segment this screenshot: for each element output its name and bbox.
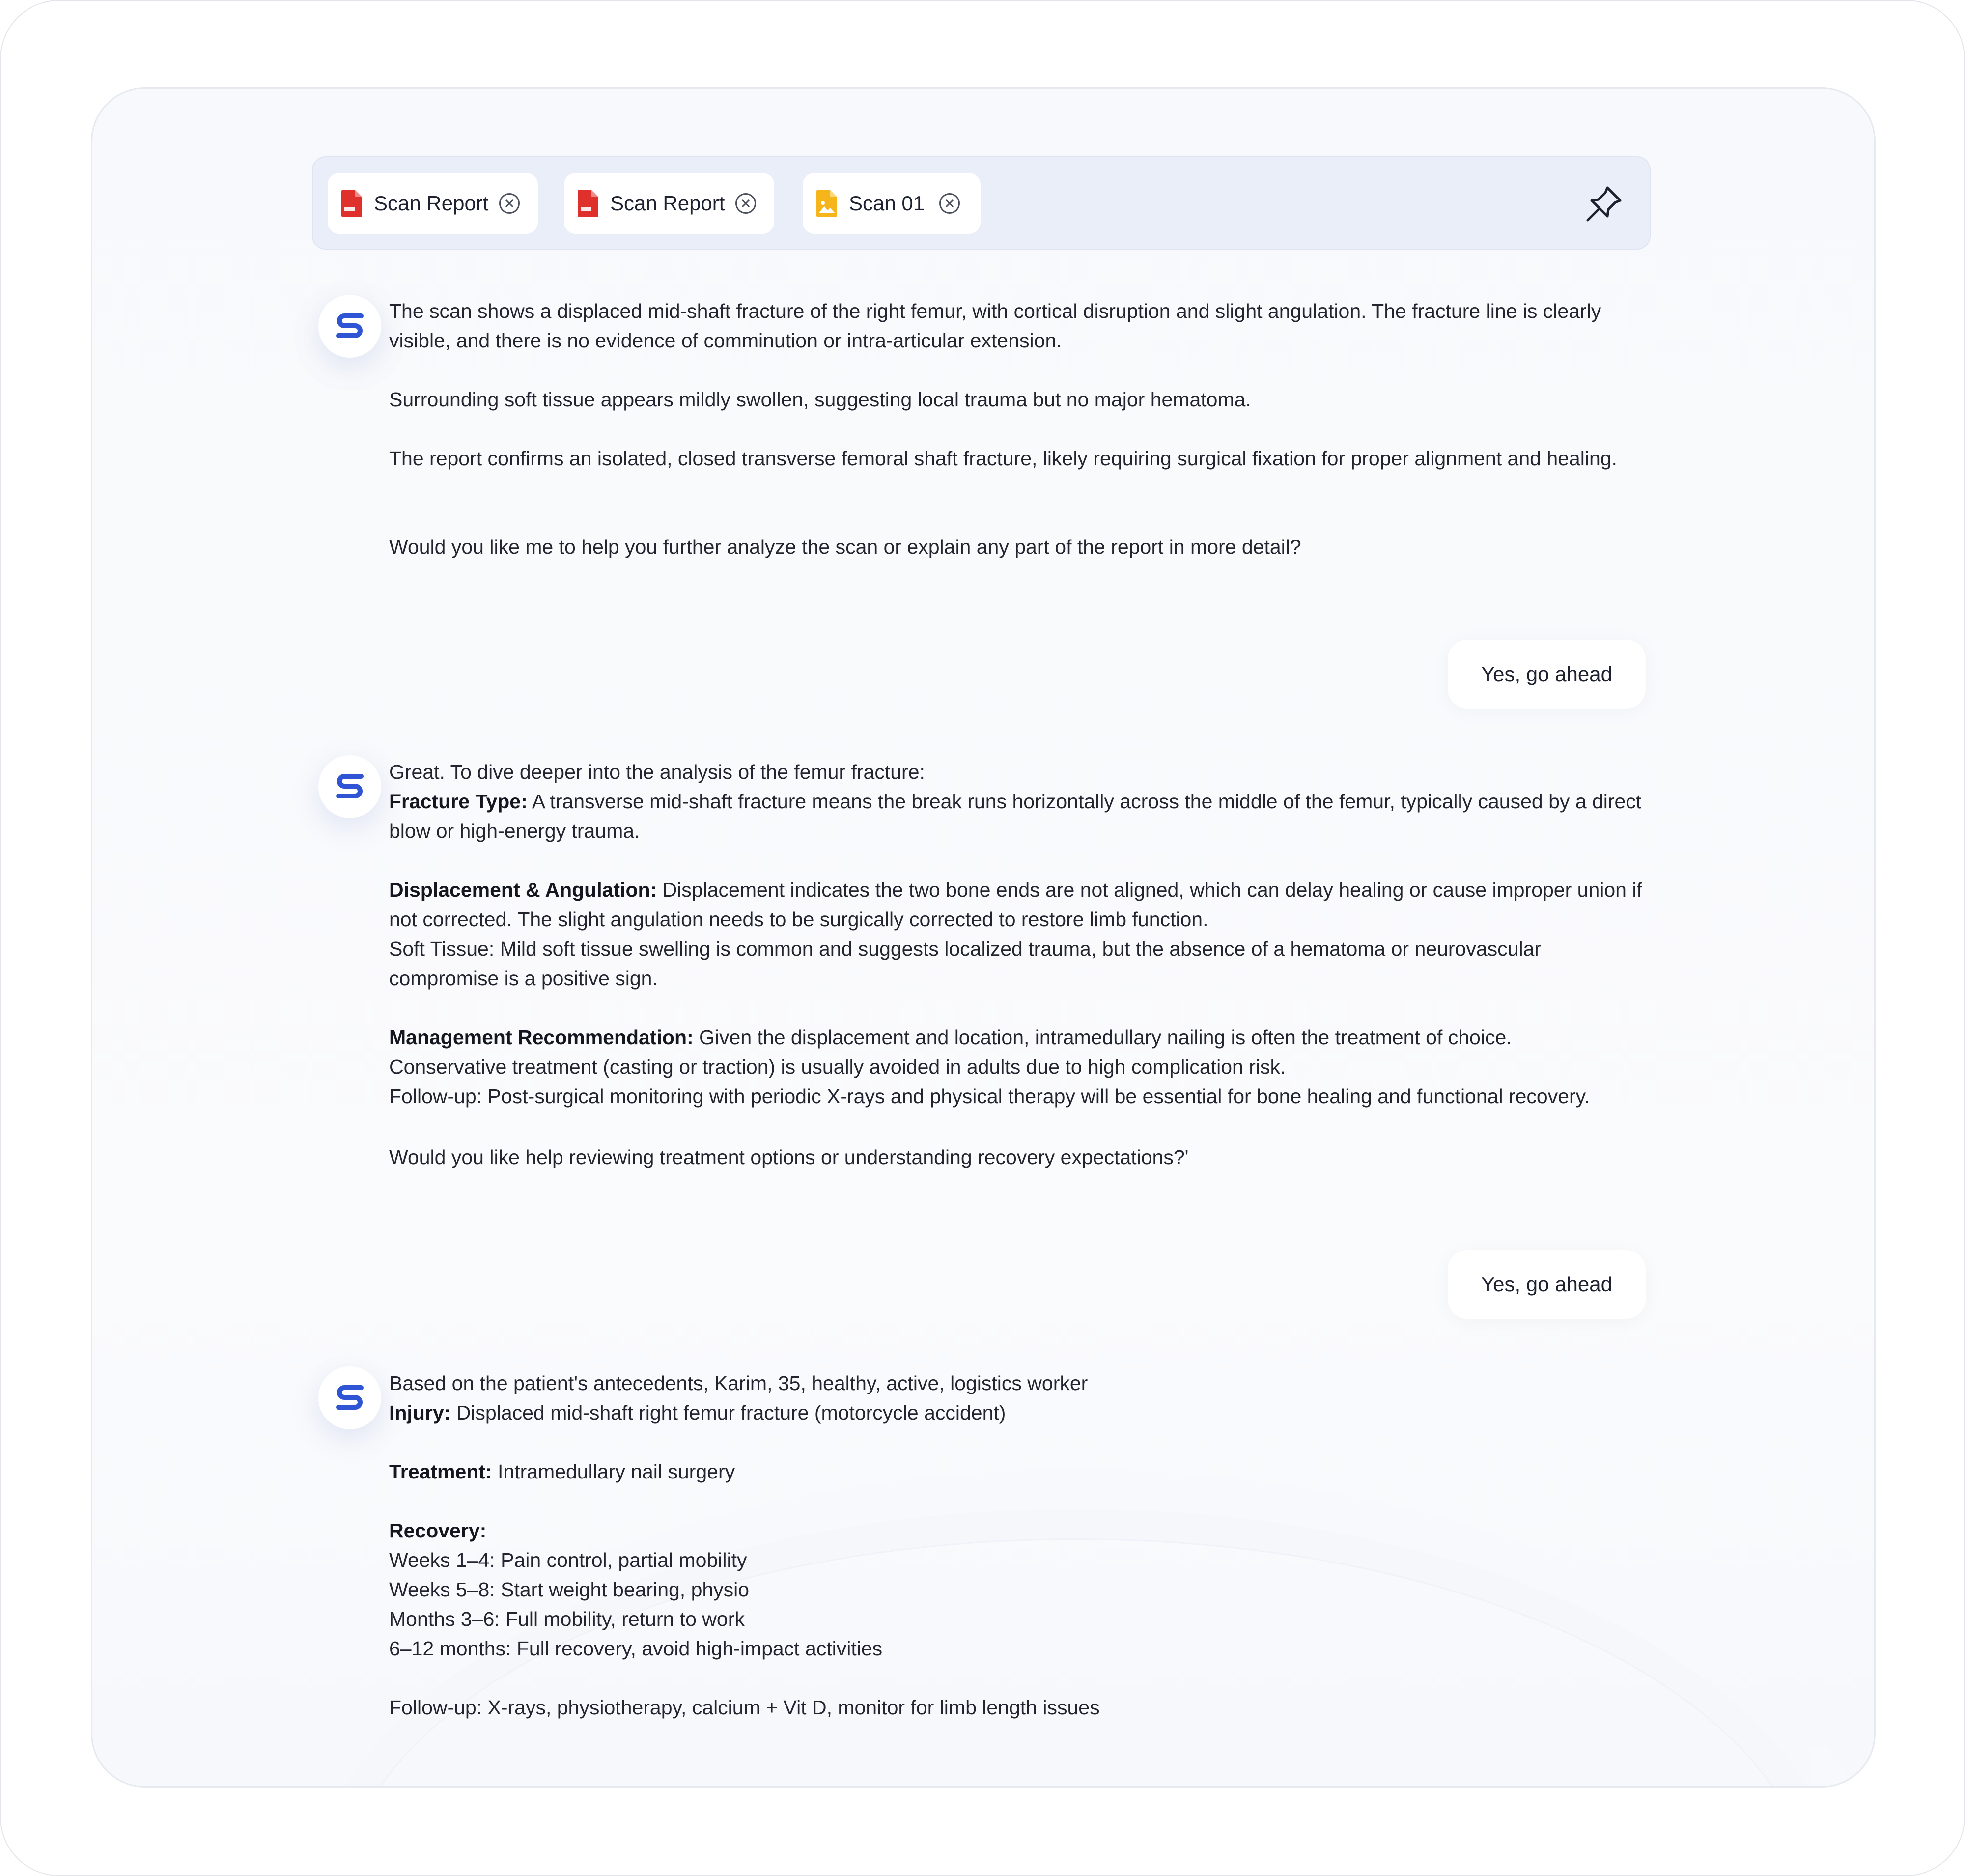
user-message-text: Yes, go ahead (1481, 662, 1612, 685)
close-icon[interactable] (499, 193, 520, 214)
message-paragraph: Surrounding soft tissue appears mildly swollen, suggesting local trauma but no major hematoma. (389, 388, 1251, 411)
message-question: Would you like me to help you further analyze the scan or explain any part of the report in more detail? (389, 536, 1301, 558)
user-message-1 (1448, 640, 1646, 709)
message-paragraph: The report confirms an isolated, closed transverse femoral shaft fracture, likely requiring surgical fixation for proper alignment and healing. (389, 447, 1617, 470)
section-label: Management Recommendation: (389, 1026, 694, 1049)
section-label: Fracture Type: (389, 790, 528, 813)
section-text: Given the displacement and location, intramedullary nailing is often the treatment of choice. (693, 1026, 1512, 1049)
message-paragraph: Follow-up: X-rays, physiotherapy, calcium + Vit D, monitor for limb length issues (389, 1696, 1100, 1719)
assistant-avatar (318, 295, 381, 358)
message-paragraph: Conservative treatment (casting or traction) is usually avoided in adults due to high complication risk. (389, 1055, 1286, 1078)
pin-icon[interactable] (1583, 183, 1625, 225)
attachment-name: Scan 01 (849, 192, 925, 215)
section-label: Injury: (389, 1401, 451, 1424)
assistant-avatar (318, 1366, 381, 1429)
close-icon[interactable] (735, 193, 756, 214)
message-paragraph (389, 1516, 1647, 1545)
user-message-text: Yes, go ahead (1481, 1273, 1612, 1296)
image-file-icon (815, 189, 838, 218)
message-paragraph (389, 787, 1647, 846)
section-text: A transverse mid-shaft fracture means the break runs horizontally across the middle of the femur, typically caused by a direct blow or high-energy trauma. (389, 790, 1642, 842)
attachment-chip-scan-report-1[interactable] (328, 173, 538, 234)
message-paragraph: The scan shows a displaced mid-shaft fracture of the right femur, with cortical disruption and slight angulation. The fracture line is clearly visible, and there is no evidence of comminution or intra-articular extension. (389, 300, 1601, 352)
assistant-message-3 (389, 1368, 1647, 1722)
recovery-item: 6–12 months: Full recovery, avoid high-impact activities (389, 1637, 883, 1660)
pdf-file-icon (577, 189, 599, 218)
section-text: Displaced mid-shaft right femur fracture (motorcycle accident) (450, 1401, 1006, 1424)
message-paragraph (389, 1398, 1647, 1427)
close-icon[interactable] (939, 193, 960, 214)
attachment-bar (312, 156, 1651, 250)
assistant-message-2 (389, 757, 1647, 1172)
message-paragraph (389, 875, 1647, 934)
assistant-message-1 (389, 296, 1647, 562)
brand-logo-icon (333, 769, 367, 804)
section-text: Intramedullary nail surgery (492, 1460, 735, 1483)
assistant-avatar (318, 755, 381, 818)
section-label: Displacement & Angulation: (389, 879, 657, 901)
section-text: Displacement indicates the two bone ends are not aligned, which can delay healing or cause improper union if not corrected. The slight angulation needs to be surgically corrected to restore limb function. (389, 879, 1642, 931)
message-paragraph (389, 1023, 1647, 1052)
brand-logo-icon (333, 1381, 367, 1415)
brand-logo-icon (333, 309, 367, 343)
user-message-2 (1448, 1250, 1646, 1319)
message-paragraph: Based on the patient's antecedents, Karim, 35, healthy, active, logistics worker (389, 1372, 1088, 1394)
pdf-file-icon (340, 189, 363, 218)
message-paragraph (389, 1457, 1647, 1486)
recovery-item: Months 3–6: Full mobility, return to work (389, 1608, 745, 1630)
message-paragraph: Follow-up: Post-surgical monitoring with periodic X-rays and physical therapy will be essential for bone healing and functional recovery. (389, 1085, 1590, 1108)
message-question: Would you like help reviewing treatment options or understanding recovery expectations?' (389, 1146, 1189, 1168)
section-label: Treatment: (389, 1460, 492, 1483)
attachment-name: Scan Report (374, 192, 489, 215)
attachment-chip-scan-report-2[interactable] (564, 173, 774, 234)
recovery-item: Weeks 1–4: Pain control, partial mobility (389, 1549, 747, 1571)
attachment-chip-scan-01[interactable] (803, 173, 981, 234)
message-paragraph: Soft Tissue: Mild soft tissue swelling is common and suggests localized trauma, but the absence of a hematoma or neurovascular compromise is a positive sign. (389, 938, 1542, 990)
attachment-name: Scan Report (610, 192, 725, 215)
section-label: Recovery: (389, 1519, 487, 1542)
recovery-item: Weeks 5–8: Start weight bearing, physio (389, 1578, 750, 1601)
message-paragraph: Great. To dive deeper into the analysis of the femur fracture: (389, 761, 925, 783)
